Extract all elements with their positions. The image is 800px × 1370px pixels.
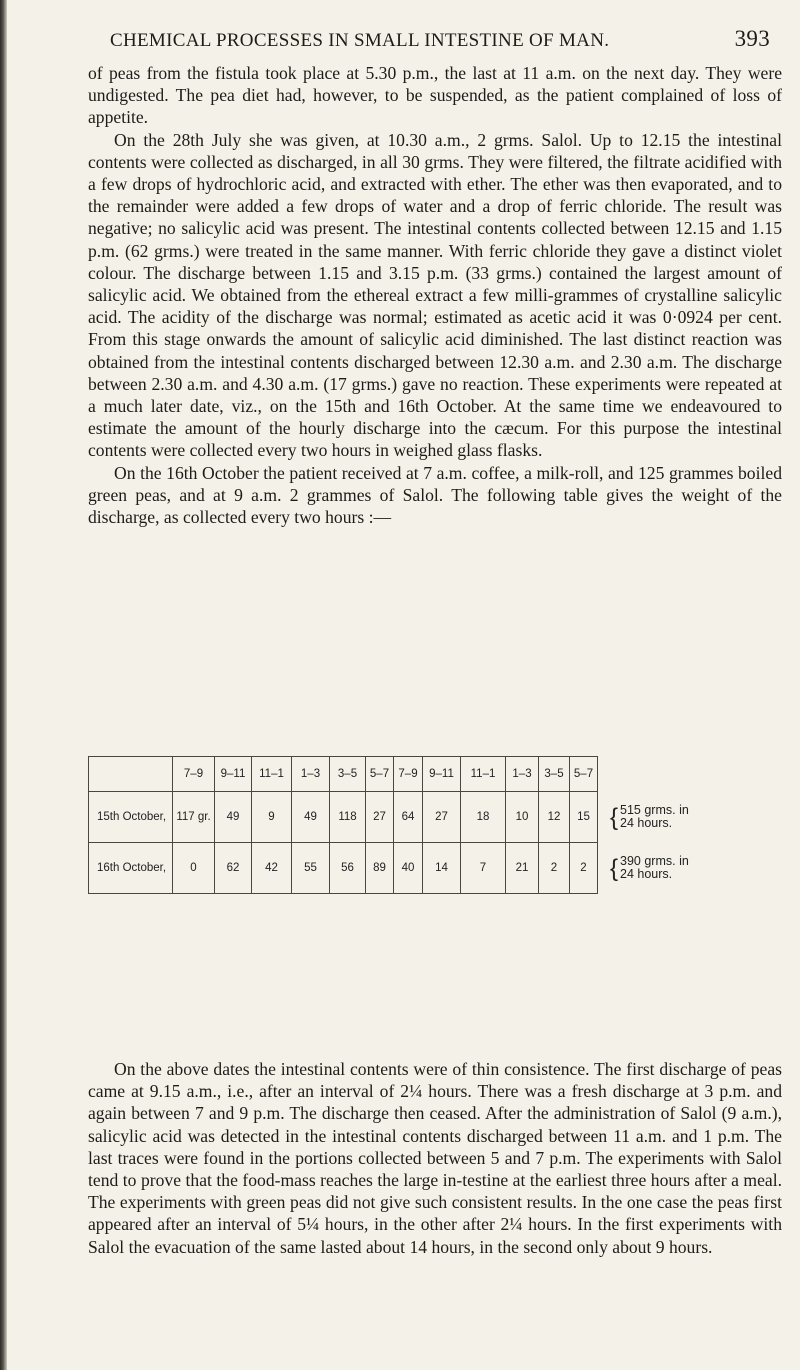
paragraph-16th-october: On the 16th October the patient received at 7 a.m. coffee, a milk-roll, and 125 grammes boiled green peas, and at 9 a.m. 2 grammes of Salol. The following table gives the weight of the discharge, as collected every two hours :— [88, 462, 782, 528]
table-header-row [89, 757, 698, 792]
table-cell: 117 gr. [173, 792, 215, 843]
table-cell: 55 [292, 843, 330, 894]
table-cell: 14 [423, 843, 461, 894]
table-row [89, 843, 698, 894]
column-header: 1–3 [292, 757, 330, 792]
table-cell: 2 [539, 843, 570, 894]
column-header: 5–7 [570, 757, 598, 792]
row-total-note [598, 843, 698, 894]
running-head: CHEMICAL PROCESSES IN SMALL INTESTINE OF MAN. [110, 30, 610, 51]
table-cell: 12 [539, 792, 570, 843]
column-header: 3–5 [330, 757, 366, 792]
column-header: 7–9 [173, 757, 215, 792]
page-header [110, 26, 770, 56]
note-line: 390 grms. in [620, 854, 689, 868]
table-corner-cell [89, 757, 173, 792]
page-binding-edge [0, 0, 7, 1370]
table-cell: 0 [173, 843, 215, 894]
paragraph-salol-july: On the 28th July she was given, at 10.30 a.m., 2 grms. Salol. Up to 12.15 the intestinal contents were collected as discharged, in all 30 grms. They were filtered, the filtrate acidified with a few drops of hydrochloric acid, and extracted with ether. The ether was then evaporated, and to the remainder were added a few drops of water and a drop of ferric chloride. The result was negative; no salicylic acid was present. The intestinal contents collected between 12.15 and 1.15 p.m. (62 grms.) were treated in the same manner. With ferric chloride they gave a distinct violet colour. The discharge between 1.15 and 3.15 p.m. (33 grms.) contained the largest amount of salicylic acid. We obtained from the ethereal extract a few milli-grammes of crystalline salicylic acid. The acidity of the discharge was normal; estimated as acetic acid it was 0·0924 per cent. From this stage onwards the amount of salicylic acid diminished. The last distinct reaction was obtained from the intestinal contents discharged between 12.30 a.m. and 2.30 a.m. The discharge between 2.30 a.m. and 4.30 a.m. (17 grms.) gave no reaction. These experiments were repeated at a much later date, viz., on the 15th and 16th October. At the same time we endeavoured to estimate the amount of the hourly discharge into the cæcum. For this purpose the intestinal contents were collected every two hours in weighed glass flasks. [88, 129, 782, 461]
note-cell-empty [598, 757, 698, 792]
table-cell: 9 [252, 792, 292, 843]
note-line: 24 hours. [620, 816, 673, 830]
table-cell: 40 [394, 843, 423, 894]
table-cell: 27 [366, 792, 394, 843]
paragraph-continuation: of peas from the fistula took place at 5.30 p.m., the last at 11 a.m. on the next day. They were undigested. The pea diet had, however, to be suspended, as the patient complained of loss of appetite. [88, 63, 782, 128]
table-cell: 21 [506, 843, 539, 894]
column-header: 1–3 [506, 757, 539, 792]
table-row [89, 792, 698, 843]
brace-glyph: { [610, 803, 619, 831]
table-cell: 89 [366, 843, 394, 894]
column-header: 11–1 [252, 757, 292, 792]
note-line: 515 grms. in [620, 803, 689, 817]
table-cell: 62 [215, 843, 252, 894]
table-cell: 49 [292, 792, 330, 843]
column-header: 9–11 [423, 757, 461, 792]
table-cell: 56 [330, 843, 366, 894]
row-total-note [598, 792, 698, 843]
column-header: 7–9 [394, 757, 423, 792]
paragraph-conclusions: On the above dates the intestinal contents were of thin consistence. The first discharge of peas came at 9.15 a.m., i.e., after an interval of 2¼ hours. There was a fresh discharge at 3 p.m. and again between 7 and 9 p.m. The discharge then ceased. After the administration of Salol (9 a.m.), salicylic acid was detected in the intestinal contents discharged between 11 a.m. and 1 p.m. The last traces were found in the portions collected between 5 and 7 p.m. The experiments with Salol tend to prove that the food-mass reaches the large in-testine at the earliest three hours after a meal. The experiments with green peas did not give such consistent results. In the one case the peas first appeared after an interval of 5¼ hours, in the other after 2¼ hours. In the first experiments with Salol the evacuation of the same lasted about 14 hours, in the second only about 9 hours. [88, 1059, 782, 1257]
table-cell: 15 [570, 792, 598, 843]
table-cell: 42 [252, 843, 292, 894]
table-cell: 18 [461, 792, 506, 843]
body-text-lower [88, 1058, 782, 1258]
table-cell: 2 [570, 843, 598, 894]
table-cell: 64 [394, 792, 423, 843]
column-header: 3–5 [539, 757, 570, 792]
body-text-upper [88, 62, 782, 528]
table-cell: 49 [215, 792, 252, 843]
discharge-table [88, 756, 698, 894]
row-label: 15th October, [89, 792, 173, 843]
note-line: 24 hours. [620, 867, 673, 881]
page-number: 393 [734, 26, 770, 51]
column-header: 9–11 [215, 757, 252, 792]
brace-glyph: { [610, 854, 619, 882]
column-header: 11–1 [461, 757, 506, 792]
column-header: 5–7 [366, 757, 394, 792]
table-cell: 27 [423, 792, 461, 843]
row-label: 16th October, [89, 843, 173, 894]
table-cell: 7 [461, 843, 506, 894]
table-cell: 118 [330, 792, 366, 843]
table-cell: 10 [506, 792, 539, 843]
